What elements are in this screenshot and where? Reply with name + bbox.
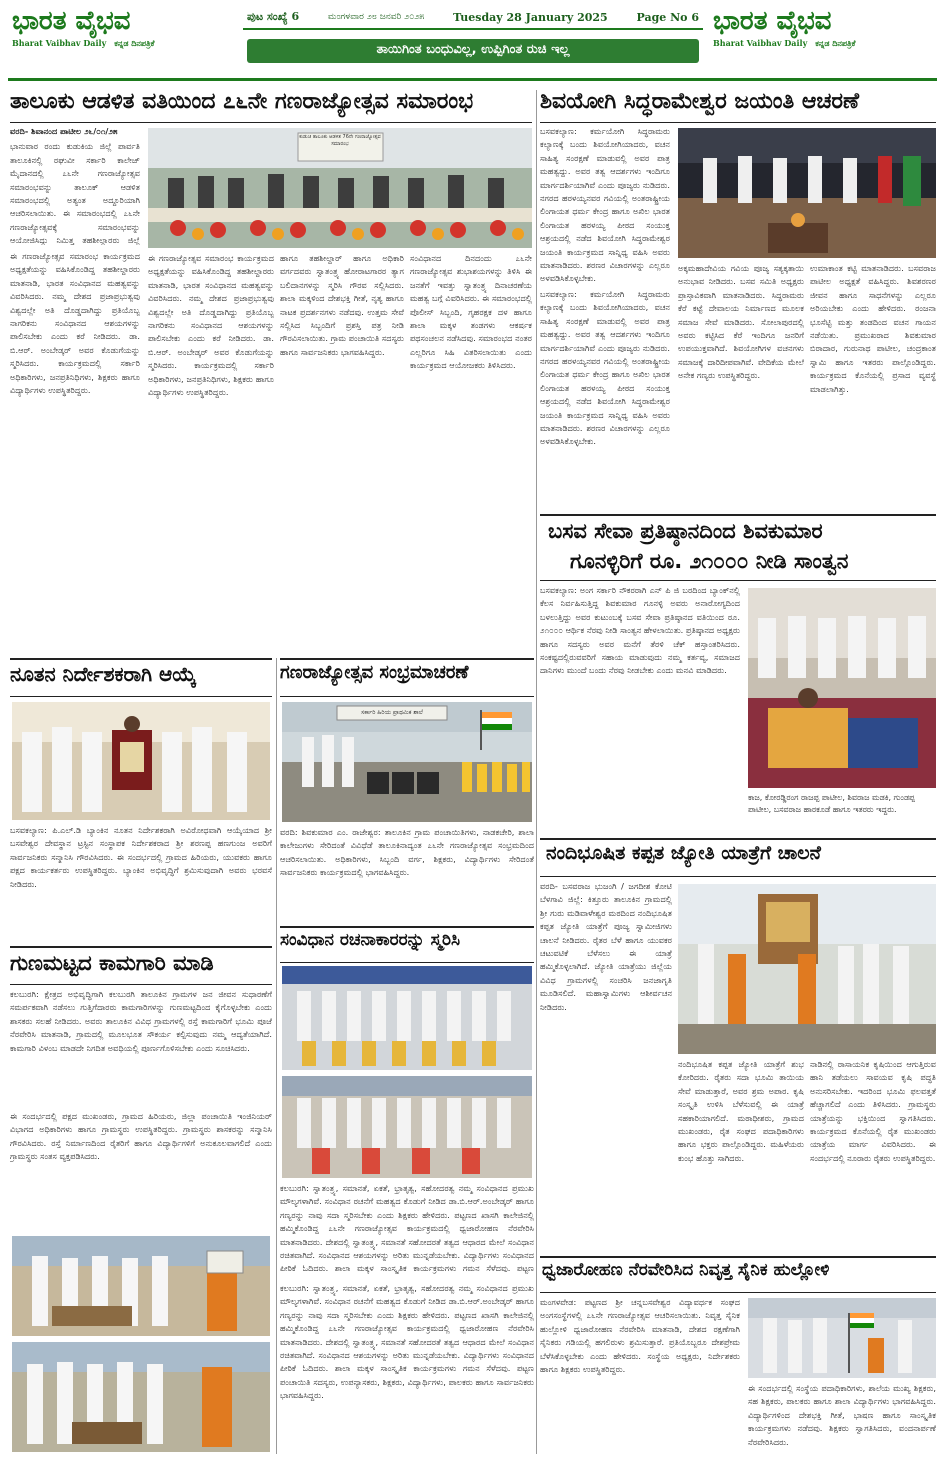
divider	[10, 696, 272, 697]
article-text: ಬಸವಕಲ್ಯಾಣ: ಕರ್ಮಯೋಗಿ ಸಿದ್ಧರಾಮರು ಕಲ್ಯಾಣಕ್ಕೆ ಬಂದು ಶಿವಯೋಗಿಯಾದರು, ವಚನ ಸಾಹಿತ್ಯ ಸಂರಕ್ಷಣೆ ಮಾಡುವಲ್ಲಿ ಅವರ ಪಾತ್ರ ಮಹತ್ವದ್ದು. ಅವರ ತತ್ವ ಆದರ್ಶಗಳು ಇಂದಿಗೂ ಮಾರ್ಗದರ್ಶಿಯಾಗಿವೆ ಎಂದು ಪೂಜ್ಯರು ನುಡಿದರು. ನಗರದ ಹರಳಯ್ಯನವರ ಗವಿಯಲ್ಲಿ ಅಂತರಾಷ್ಟ್ರೀಯ ಲಿಂಗಾಯತ ಧರ್ಮ ಕೇಂದ್ರ ಹಾಗೂ ಅಖಿಲ ಭಾರತ ಲಿಂಗಾಯತ ಹರಳಯ್ಯ ಪೀಠದ ಸಂಯುಕ್ತ ಆಶ್ರಯದಲ್ಲಿ ನಡೆದ ಶಿವಯೋಗಿ ಸಿದ್ಧರಾಮೇಶ್ವರ ಜಯಂತಿ ಕಾರ್ಯಕ್ರಮದ ಸಾನ್ನಿಧ್ಯ ವಹಿಸಿ ಅವರು ಮಾತನಾಡಿದರು. ಶರಣರ ವಿಚಾರಗಳನ್ನು ಎಲ್ಲರೂ ಅಳವಡಿಸಿಕೊಳ್ಳಬೇಕು.	[540, 289, 670, 447]
article-body	[280, 1182, 534, 1278]
masthead-right	[713, 6, 938, 68]
article-text: ನಂದಿಭೂಷಿತ ಕಪ್ಪತ ಜ್ಯೋತಿ ಯಾತ್ರೆಗೆ ಶುಭ ಕೋರಿದರು. ರೈತರು ಸದಾ ಭೂಮಿ ತಾಯಿಯ ಸೇವೆ ಮಾಡುತ್ತಾರೆ, ಅವರ ಶ್ರಮ ಅಪಾರ. ಕೃಷಿ ಸಂಸ್ಕೃತಿ ಉಳಿಸಿ ಬೆಳೆಸುವಲ್ಲಿ ಈ ಯಾತ್ರೆ ಸಹಕಾರಿಯಾಗಲಿದೆ. ಮಠಾಧೀಶರು, ಗ್ರಾಮದ ಮುಖಂಡರು, ರೈತ ಸಂಘದ ಪದಾಧಿಕಾರಿಗಳು ಹಾಗೂ ಭಕ್ತರು ಪಾಲ್ಗೊಂಡಿದ್ದರು. ಮಹಿಳೆಯರು ಕುಂಭ ಹೊತ್ತು ಸಾಗಿದರು.	[678, 1059, 804, 1163]
divider	[10, 984, 272, 985]
article-body-col2	[148, 252, 274, 528]
article-text: ಕಲಬುರಗಿ: ಸ್ವಾತಂತ್ರ್ಯ, ಸಮಾನತೆ, ಏಕತೆ, ಭ್ರಾತೃತ್ವ, ಸಹೋದರತ್ವ ನಮ್ಮ ಸಂವಿಧಾನದ ಪ್ರಮುಖ ಮೌಲ್ಯಗಳಾಗಿವೆ. ಸಂವಿಧಾನ ರಚನೆಗೆ ಮಹತ್ವದ ಕೊಡುಗೆ ನೀಡಿದ ಡಾ.ಬಿ.ಆರ್.ಅಂಬೇಡ್ಕರ್ ಹಾಗೂ ಗಣ್ಯರನ್ನು ನಾವು ಸದಾ ಸ್ಮರಿಸಬೇಕು ಎಂದು ಶಿಕ್ಷಕರು ಹೇಳಿದರು. ಪಟ್ಟಣದ ಖಾಸಗಿ ಕಾಲೇಜಿನಲ್ಲಿ ಹಮ್ಮಿಕೊಂಡಿದ್ದ ೭೬ನೇ ಗಣರಾಜ್ಯೋತ್ಸವ ಕಾರ್ಯಕ್ರಮದಲ್ಲಿ ಧ್ವಜಾರೋಹಣ ನೆರವೇರಿಸಿ ಮಾತನಾಡಿದರು. ದೇಶದಲ್ಲಿ ಸ್ವಾತಂತ್ರ್ಯ, ಸಮಾನತೆ ಸಹೋದರತೆ ತತ್ವದ ಆಧಾರದ ಮೇಲೆ ಸಂವಿಧಾನ ರಚಿತವಾಗಿದೆ. ಸಂವಿಧಾನದ ಆಶಯಗಳನ್ನು ಅರಿತು ಮುನ್ನಡೆಯಬೇಕು. ವಿದ್ಯಾರ್ಥಿಗಳು ಸಂವಿಧಾನದ ಪೀಠಿಕೆ ಓದಿದರು. ಶಾಲಾ ಮಕ್ಕಳ ಸಾಂಸ್ಕೃತಿಕ ಕಾರ್ಯಕ್ರಮಗಳು ಗಮನ ಸೆಳೆದವು. ಪಟ್ಟಣ	[280, 1183, 534, 1274]
photo-constitution-group-1	[282, 966, 532, 1070]
article-body	[10, 988, 272, 1108]
divider	[10, 946, 272, 948]
headline-siddharameshwara-jayanti: ಶಿವಯೋಗಿ ಸಿದ್ಧರಾಮೇಶ್ವರ ಜಯಂತಿ ಆಚರಣೆ	[540, 90, 860, 114]
dateline: ವರದಿ- ಶಿವಾನಂದ ಪಾಟೀಲ ೨೬/೦೧/೨೫	[10, 126, 118, 136]
article-text: ಹಾಗೂ ತಹಶೀಲ್ದಾರ್ ಹಾಗೂ ಅಧಿಕಾರಿ ವರ್ಗದವರು ಸ್ವಾತಂತ್ರ್ಯ ಹೋರಾಟಗಾರರ ತ್ಯಾಗ ಬಲಿದಾನಗಳನ್ನು ಸ್ಮರಿಸಿ ಗೌರವ ಸಲ್ಲಿಸಿದರು. ಶಾಲಾ ಮಕ್ಕಳಿಂದ ದೇಶಭಕ್ತಿ ಗೀತೆ, ನೃತ್ಯ ಹಾಗೂ ನಾಟಕ ಪ್ರದರ್ಶನಗಳು ನಡೆದವು. ಉತ್ತಮ ಸೇವೆ ಸಲ್ಲಿಸಿದ ಸಿಬ್ಬಂದಿಗೆ ಪ್ರಶಸ್ತಿ ಪತ್ರ ನೀಡಿ ಗೌರವಿಸಲಾಯಿತು. ಗ್ರಾಮ ಪಂಚಾಯಿತಿ ಸದಸ್ಯರು ಹಾಗೂ ಸಾರ್ವಜನಿಕರು ಭಾಗವಹಿಸಿದ್ದರು.	[280, 253, 404, 357]
masthead-title-left: ಭಾರತ ವೈಭವ	[12, 6, 131, 36]
article-body	[10, 824, 272, 944]
headline-kappata-jyoti-yatre: ನಂದಿಭೂಷಿತ ಕಪ್ಪತ ಜ್ಯೋತಿ ಯಾತ್ರೆಗೆ ಚಾಲನೆ	[546, 844, 821, 864]
headline-republic-day-celebration: ಗಣರಾಜ್ಯೋತ್ಸವ ಸಂಭ್ರಮಾಚರಣೆ	[280, 664, 469, 683]
column-rule	[536, 90, 537, 1454]
article-text: ಕಲಬುರಗಿ: ಸ್ವಾತಂತ್ರ್ಯ, ಸಮಾನತೆ, ಏಕತೆ, ಭ್ರಾತೃತ್ವ, ಸಹೋದರತ್ವ ನಮ್ಮ ಸಂವಿಧಾನದ ಪ್ರಮುಖ ಮೌಲ್ಯಗಳಾಗಿವೆ. ಸಂವಿಧಾನ ರಚನೆಗೆ ಮಹತ್ವದ ಕೊಡುಗೆ ನೀಡಿದ ಡಾ.ಬಿ.ಆರ್.ಅಂಬೇಡ್ಕರ್ ಹಾಗೂ ಗಣ್ಯರನ್ನು ನಾವು ಸದಾ ಸ್ಮರಿಸಬೇಕು ಎಂದು ಶಿಕ್ಷಕರು ಹೇಳಿದರು. ಪಟ್ಟಣದ ಖಾಸಗಿ ಕಾಲೇಜಿನಲ್ಲಿ ಹಮ್ಮಿಕೊಂಡಿದ್ದ ೭೬ನೇ ಗಣರಾಜ್ಯೋತ್ಸವ ಕಾರ್ಯಕ್ರಮದಲ್ಲಿ ಧ್ವಜಾರೋಹಣ ನೆರವೇರಿಸಿ ಮಾತನಾಡಿದರು. ದೇಶದಲ್ಲಿ ಸ್ವಾತಂತ್ರ್ಯ, ಸಮಾನತೆ ಸಹೋದರತೆ ತತ್ವದ ಆಧಾರದ ಮೇಲೆ ಸಂವಿಧಾನ ರಚಿತವಾಗಿದೆ. ಸಂವಿಧಾನದ ಆಶಯಗಳನ್ನು ಅರಿತು ಮುನ್ನಡೆಯಬೇಕು. ವಿದ್ಯಾರ್ಥಿಗಳು ಸಂವಿಧಾನದ ಪೀಠಿಕೆ ಓದಿದರು. ಶಾಲಾ ಮಕ್ಕಳ ಸಾಂಸ್ಕೃತಿಕ ಕಾರ್ಯಕ್ರಮಗಳು ಗಮನ ಸೆಳೆದವು. ಪಟ್ಟಣ ಪಂಚಾಯಿತಿ ಸದಸ್ಯರು, ಉಪನ್ಯಾಸಕರು, ಶಿಕ್ಷಕರು, ವಿದ್ಯಾರ್ಥಿಗಳು, ಪಾಲಕರು ಹಾಗೂ ಸಾರ್ವಜನಿಕರು ಭಾಗವಹಿಸಿದ್ದರು.	[280, 1283, 534, 1401]
divider	[10, 122, 532, 123]
headline-new-director: ನೂತನ ನಿರ್ದೇಶಕರಾಗಿ ಆಯ್ಕೆ	[10, 664, 197, 686]
masthead-left	[12, 6, 232, 68]
divider	[280, 926, 534, 928]
headline-flag-hoisting-retired-soldier: ಧ್ವಜಾರೋಹಣ ನೆರವೇರಿಸಿದ ನಿವೃತ್ತ ಸೈನಿಕ ಹುಲ್ಲೋಳಿ	[542, 1262, 830, 1280]
article-body-col1	[540, 880, 672, 1250]
article-body-col2	[748, 1382, 936, 1456]
divider	[540, 1292, 936, 1293]
page-number-en: Page No 6	[636, 10, 699, 24]
article-text: ಬಸವಕಲ್ಯಾಣ: ಪಿ.ಎಲ್.ಡಿ ಬ್ಯಾಂಕಿನ ನೂತನ ನಿರ್ದೇಶಕರಾಗಿ ಅವಿರೋಧವಾಗಿ ಆಯ್ಕೆಯಾದ ಶ್ರೀ ಬಸವೇಶ್ವರ ದೇವಸ್ಥಾನ ಟ್ರಸ್ಟಿನ ಸಂಸ್ಥಾಪಕ ನಿರ್ದೇಶಕರಾದ ಶ್ರೀ ಶರಣಪ್ಪ ಹಣಗುಂಜ ಅವರಿಗೆ ಸಾರ್ವಜನಿಕರು ಸನ್ಮಾನಿಸಿ ಗೌರವಿಸಿದರು. ಈ ಸಂದರ್ಭದಲ್ಲಿ ಗ್ರಾಮದ ಹಿರಿಯರು, ಯುವಕರು ಹಾಗೂ ಪಕ್ಷದ ಕಾರ್ಯಕರ್ತರು ಉಪಸ್ಥಿತರಿದ್ದರು. ಬ್ಯಾಂಕಿನ ಅಭಿವೃದ್ಧಿಗೆ ಶ್ರಮಿಸುವುದಾಗಿ ಅವರು ಭರವಸೆ ನೀಡಿದರು.	[10, 825, 272, 889]
divider	[540, 580, 936, 581]
article-body-col3	[810, 262, 936, 510]
divider	[280, 962, 534, 963]
masthead-subtitle-en-right: Bharat Vaibhav Daily	[713, 38, 808, 48]
divider	[280, 658, 534, 660]
masthead	[0, 0, 945, 88]
stage-banner-text: ಕುಡುಚಿ ತಾಲೂಕು ಆಡಳಿತ 76ನೇ ಗಣರಾಜ್ಯೋತ್ಸವ ಸಮಾರಂಭ	[299, 134, 381, 147]
article-body-col3	[810, 1058, 936, 1254]
article-text: ಈ ಗಣರಾಜ್ಯೋತ್ಸವ ಸಮಾರಂಭ ಕಾರ್ಯಕ್ರಮದ ಅಧ್ಯಕ್ಷತೆಯನ್ನು ವಹಿಸಿಕೊಂಡಿದ್ದ ತಹಶೀಲ್ದಾರರು ಮಾತನಾಡಿ, ಭಾರತ ಸಂವಿಧಾನದ ಮಹತ್ವವನ್ನು ವಿವರಿಸಿದರು. ನಮ್ಮ ದೇಶದ ಪ್ರಜಾಪ್ರಭುತ್ವವು ವಿಶ್ವದಲ್ಲೇ ಅತಿ ದೊಡ್ಡದಾಗಿದ್ದು ಪ್ರತಿಯೊಬ್ಬ ನಾಗರಿಕನು ಸಂವಿಧಾನದ ಆಶಯಗಳನ್ನು ಪಾಲಿಸಬೇಕು ಎಂದು ಕರೆ ನೀಡಿದರು. ಡಾ. ಬಿ.ಆರ್. ಅಂಬೇಡ್ಕರ್ ಅವರ ಕೊಡುಗೆಯನ್ನು ಸ್ಮರಿಸಿದರು. ಕಾರ್ಯಕ್ರಮದಲ್ಲಿ ಸರ್ಕಾರಿ ಅಧಿಕಾರಿಗಳು, ಜನಪ್ರತಿನಿಧಿಗಳು, ಶಿಕ್ಷಕರು ಹಾಗೂ ವಿದ್ಯಾರ್ಥಿಗಳು ಉಪಸ್ಥಿತರಿದ್ದರು.	[10, 251, 140, 396]
photo-groundbreaking-1	[12, 1236, 270, 1336]
photo-groundbreaking-2	[12, 1342, 270, 1452]
article-text: ಅಕ್ಕಮಹಾದೇವಿಯ ಗವಿಯ ಪೂಜ್ಯ ಸತ್ಯಕ್ಕತಾಯಿ ಅನುಭಾವ ನೀಡಿದರು. ಬಸವ ಸಮಿತಿ ಅಧ್ಯಕ್ಷರು ಪ್ರಾಸ್ತಾವಿಕವಾಗಿ ಮಾತನಾಡಿದರು. ಸಿದ್ಧರಾಮರು ಕೆರೆ ಕಟ್ಟೆ ದೇವಾಲಯ ನಿರ್ಮಾಣದ ಮೂಲಕ ಸಮಾಜ ಸೇವೆ ಮಾಡಿದರು. ಸೋಲಾಪುರದಲ್ಲಿ ಅವರು ಕಟ್ಟಿಸಿದ ಕೆರೆ ಇಂದಿಗೂ ಜನರಿಗೆ ಉಪಯುಕ್ತವಾಗಿದೆ. ಶಿವಯೋಗಿಗಳ ವಚನಗಳು ಸಮಾಜಕ್ಕೆ ದಾರಿದೀಪವಾಗಿವೆ. ವೇದಿಕೆಯ ಮೇಲೆ ಅನೇಕ ಗಣ್ಯರು ಉಪಸ್ಥಿತರಿದ್ದರು.	[678, 263, 804, 381]
divider	[540, 122, 936, 123]
photo-republic-day-stage	[148, 128, 532, 248]
article-text: ಸಂವಿಧಾನದ ದಿನದಂದು ೭೬ನೇ ಗಣರಾಜ್ಯೋತ್ಸವ ಶುಭಾಶಯಗಳನ್ನು ತಿಳಿಸಿ ಈ ಜನತೆಗೆ ಇವತ್ತು ಸ್ವಾತಂತ್ರ್ಯ ದಿನಾಚರಣೆಯ ಮಹತ್ವ ಬಗ್ಗೆ ವಿವರಿಸಿದರು. ಈ ಸಮಾರಂಭದಲ್ಲಿ ಪೊಲೀಸ್ ಸಿಬ್ಬಂದಿ, ಗೃಹರಕ್ಷಕ ದಳ ಹಾಗೂ ಶಾಲಾ ಮಕ್ಕಳ ತಂಡಗಳು ಆಕರ್ಷಕ ಪಥಸಂಚಲನ ನಡೆಸಿದವು. ಸಮಾರಂಭದ ನಂತರ ಎಲ್ಲರಿಗೂ ಸಿಹಿ ವಿತರಿಸಲಾಯಿತು ಎಂದು ಕಾರ್ಯಕ್ರಮದ ಆಯೋಜಕರು ತಿಳಿಸಿದರು.	[410, 253, 532, 371]
masthead-subtitle-kn-right: ಕನ್ನಡ ದಿನಪತ್ರಿಕೆ	[815, 38, 856, 48]
masthead-title-right: ಭಾರತ ವೈಭವ	[713, 6, 832, 36]
photo-basava-seva	[748, 588, 936, 788]
article-text: ಈ ಗಣರಾಜ್ಯೋತ್ಸವ ಸಮಾರಂಭ ಕಾರ್ಯಕ್ರಮದ ಅಧ್ಯಕ್ಷತೆಯನ್ನು ವಹಿಸಿಕೊಂಡಿದ್ದ ತಹಶೀಲ್ದಾರರು ಮಾತನಾಡಿ, ಭಾರತ ಸಂವಿಧಾನದ ಮಹತ್ವವನ್ನು ವಿವರಿಸಿದರು. ನಮ್ಮ ದೇಶದ ಪ್ರಜಾಪ್ರಭುತ್ವವು ವಿಶ್ವದಲ್ಲೇ ಅತಿ ದೊಡ್ಡದಾಗಿದ್ದು ಪ್ರತಿಯೊಬ್ಬ ನಾಗರಿಕನು ಸಂವಿಧಾನದ ಆಶಯಗಳನ್ನು ಪಾಲಿಸಬೇಕು ಎಂದು ಕರೆ ನೀಡಿದರು. ಡಾ. ಬಿ.ಆರ್. ಅಂಬೇಡ್ಕರ್ ಅವರ ಕೊಡುಗೆಯನ್ನು ಸ್ಮರಿಸಿದರು. ಕಾರ್ಯಕ್ರಮದಲ್ಲಿ ಸರ್ಕಾರಿ ಅಧಿಕಾರಿಗಳು, ಜನಪ್ರತಿನಿಧಿಗಳು, ಶಿಕ್ಷಕರು ಹಾಗೂ ವಿದ್ಯಾರ್ಥಿಗಳು ಉಪಸ್ಥಿತರಿದ್ದರು.	[148, 253, 274, 398]
date-en: Tuesday 28 January 2025	[453, 10, 608, 24]
article-body-cont	[10, 1110, 272, 1230]
article-text: ವರದಿ: ಶಿವಕುಮಾರ ಎಂ. ರಾಜೇಶ್ವರ: ತಾಲೂಕಿನ ಗ್ರಾಮ ಪಂಚಾಯಿತಿಗಳು, ನಾಡಕಚೇರಿ, ಶಾಲಾ ಕಾಲೇಜುಗಳು ಸೇರಿದಂತೆ ವಿವಿಧೆಡೆ ತಾಲೂಕಿನಾದ್ಯಂತ ೭೬ನೇ ಗಣರಾಜ್ಯೋತ್ಸವ ಸಂಭ್ರಮದಿಂದ ಆಚರಿಸಲಾಯಿತು. ಅಧಿಕಾರಿಗಳು, ಸಿಬ್ಬಂದಿ ವರ್ಗ, ಶಿಕ್ಷಕರು, ವಿದ್ಯಾರ್ಥಿಗಳು ಸೇರಿದಂತೆ ಸಾರ್ವಜನಿಕರು ಕಾರ್ಯಕ್ರಮದಲ್ಲಿ ಭಾಗವಹಿಸಿದ್ದರು.	[280, 827, 534, 878]
masthead-subtitle-en-left: Bharat Vaibhav Daily	[12, 38, 107, 48]
divider	[540, 514, 936, 516]
article-body-col3	[280, 252, 404, 528]
school-sign-text: ಸರ್ಕಾರಿ ಹಿರಿಯ ಪ್ರಾಥಮಿಕ ಶಾಲೆ	[361, 709, 423, 716]
article-text: ಈ ಸಂದರ್ಭದಲ್ಲಿ ಸಂಸ್ಥೆಯ ಪದಾಧಿಕಾರಿಗಳು, ಶಾಲೆಯ ಮುಖ್ಯ ಶಿಕ್ಷಕರು, ಸಹ ಶಿಕ್ಷಕರು, ಪಾಲಕರು ಹಾಗೂ ಶಾಲಾ ವಿದ್ಯಾರ್ಥಿಗಳು ಭಾಗವಹಿಸಿದ್ದರು. ವಿದ್ಯಾರ್ಥಿಗಳಿಂದ ದೇಶಭಕ್ತಿ ಗೀತೆ, ಭಾಷಣ ಹಾಗೂ ಸಾಂಸ್ಕೃತಿಕ ಕಾರ್ಯಕ್ರಮಗಳು ನಡೆದವು. ಶಿಕ್ಷಕರು ಸ್ವಾಗತಿಸಿದರು, ವಂದನಾರ್ಪಣೆ ನೆರವೇರಿಸಿದರು.	[748, 1383, 936, 1447]
flag-icon	[480, 710, 482, 750]
masthead-center	[243, 6, 703, 68]
article-body-col1	[10, 125, 140, 245]
masthead-divider	[8, 78, 937, 81]
article-text: ಬಸವಕಲ್ಯಾಣ: ಕರ್ಮಯೋಗಿ ಸಿದ್ಧರಾಮರು ಕಲ್ಯಾಣಕ್ಕೆ ಬಂದು ಶಿವಯೋಗಿಯಾದರು, ವಚನ ಸಾಹಿತ್ಯ ಸಂರಕ್ಷಣೆ ಮಾಡುವಲ್ಲಿ ಅವರ ಪಾತ್ರ ಮಹತ್ವದ್ದು. ಅವರ ತತ್ವ ಆದರ್ಶಗಳು ಇಂದಿಗೂ ಮಾರ್ಗದರ್ಶಿಯಾಗಿವೆ ಎಂದು ಪೂಜ್ಯರು ನುಡಿದರು. ನಗರದ ಹರಳಯ್ಯನವರ ಗವಿಯಲ್ಲಿ ಅಂತರಾಷ್ಟ್ರೀಯ ಲಿಂಗಾಯತ ಧರ್ಮ ಕೇಂದ್ರ ಹಾಗೂ ಅಖಿಲ ಭಾರತ ಲಿಂಗಾಯತ ಹರಳಯ್ಯ ಪೀಠದ ಸಂಯುಕ್ತ ಆಶ್ರಯದಲ್ಲಿ ನಡೆದ ಶಿವಯೋಗಿ ಸಿದ್ಧರಾಮೇಶ್ವರ ಜಯಂತಿ ಕಾರ್ಯಕ್ರಮದ ಸಾನ್ನಿಧ್ಯ ವಹಿಸಿ ಅವರು ಮಾತನಾಡಿದರು. ಶರಣರ ವಿಚಾರಗಳನ್ನು ಎಲ್ಲರೂ ಅಳವಡಿಸಿಕೊಳ್ಳಬೇಕು.	[540, 126, 670, 284]
article-text: ನಾಡಿನಲ್ಲಿ ರಾಸಾಯನಿಕ ಕೃಷಿಯಿಂದ ಆಗುತ್ತಿರುವ ಹಾನಿ ತಡೆಯಲು ಸಾವಯವ ಕೃಷಿ ಪದ್ಧತಿ ಅನುಸರಿಸಬೇಕು. ಇದರಿಂದ ಭೂಮಿ ಫಲವತ್ತತೆ ಹೆಚ್ಚಾಗಲಿದೆ ಎಂದು ತಿಳಿಸಿದರು. ಗ್ರಾಮಸ್ಥರು ಯಾತ್ರೆಯನ್ನು ಭಕ್ತಿಯಿಂದ ಸ್ವಾಗತಿಸಿದರು. ಕಾರ್ಯಕ್ರಮದ ಕೊನೆಯಲ್ಲಿ ರೈತ ಮುಖಂಡರು ಯಾತ್ರೆಯ ಮಾರ್ಗ ವಿವರಿಸಿದರು. ಈ ಸಂದರ್ಭದಲ್ಲಿ ನೂರಾರು ರೈತರು ಉಪಸ್ಥಿತರಿದ್ದರು.	[810, 1059, 936, 1163]
article-text: ಉಮಾಕಾಂತ ಕಟ್ಟಿ ಮಾತನಾಡಿದರು. ಬಸವರಾಜ ಪಾಟೀಲ ಅಧ್ಯಕ್ಷತೆ ವಹಿಸಿದ್ದರು. ಶಿವಶರಣರ ಜೀವನ ಹಾಗೂ ಸಾಧನೆಗಳನ್ನು ಎಲ್ಲರೂ ಅರಿಯಬೇಕು ಎಂದು ಹೇಳಿದರು. ರಂಜನಾ ಭೂಸೆಟ್ಟಿ ಮತ್ತು ತಂಡದಿಂದ ವಚನ ಗಾಯನ ನಡೆಯಿತು. ಪ್ರಮುಖರಾದ ಶಿವಕುಮಾರ ಬಿರಾದಾರ, ಗುರುನಾಥ ಪಾಟೀಲ, ಚಂದ್ರಕಾಂತ ಸ್ವಾಮಿ ಹಾಗೂ ಇತರರು ಪಾಲ್ಗೊಂಡಿದ್ದರು. ಕಾರ್ಯಕ್ರಮದ ಕೊನೆಯಲ್ಲಿ ಪ್ರಸಾದ ವ್ಯವಸ್ಥೆ ಮಾಡಲಾಗಿತ್ತು.	[810, 263, 936, 394]
masthead-subtitle-kn-left: ಕನ್ನಡ ದಿನಪತ್ರಿಕೆ	[114, 38, 155, 48]
headline-basava-seva-line2: ಗೂನಳ್ಳಿರಿಗೆ ರೂ. ೨೧೦೦೦ ನೀಡಿ ಸಾಂತ್ವನ	[570, 550, 849, 573]
article-body-wide	[280, 1282, 534, 1454]
headline-basava-seva-line1: ಬಸವ ಸೇವಾ ಪ್ರತಿಷ್ಠಾನದಿಂದ ಶಿವಕುಮಾರ	[548, 520, 823, 543]
photo-jyoti-yatre	[678, 884, 936, 1054]
headline-remember-constitution-makers: ಸಂವಿಧಾನ ರಚನಾಕಾರರನ್ನು ಸ್ಮರಿಸಿ	[280, 932, 460, 950]
article-body-col1b	[540, 288, 670, 510]
article-body-col1	[540, 125, 670, 285]
article-text: ಮಂಗಳವೇಡ: ಪಟ್ಟಣದ ಶ್ರೀ ಚನ್ನಬಸವೇಶ್ವರ ವಿದ್ಯಾವರ್ಧಕ ಸಂಘದ ಅಂಗಸಂಸ್ಥೆಗಳಲ್ಲಿ ೭೬ನೇ ಗಣರಾಜ್ಯೋತ್ಸವ ಆಚರಿಸಲಾಯಿತು. ನಿವೃತ್ತ ಸೈನಿಕ ಹುಲ್ಲೋಳಿ ಧ್ವಜಾರೋಹಣ ನೆರವೇರಿಸಿ ಮಾತನಾಡಿ, ದೇಶದ ರಕ್ಷಣೆಗಾಗಿ ಸೈನಿಕರು ಗಡಿಯಲ್ಲಿ ಹಗಲಿರುಳು ಶ್ರಮಿಸುತ್ತಾರೆ. ಪ್ರತಿಯೊಬ್ಬರೂ ದೇಶಪ್ರೇಮ ಬೆಳೆಸಿಕೊಳ್ಳಬೇಕು ಎಂದು ಹೇಳಿದರು. ಸಂಸ್ಥೆಯ ಅಧ್ಯಕ್ಷರು, ನಿರ್ದೇಶಕರು ಹಾಗೂ ಶಿಕ್ಷಕರು ಉಪಸ್ಥಿತರಿದ್ದರು.	[540, 1297, 740, 1375]
photo-caption: ಕಾಜ, ಕೋರಡ್ಡಿರಂಗ ರಾಜಪ್ಪ ಪಾಟೀಲ, ಶಿವರಾಜ ಮಡಕಿ, ಗುಂಡಪ್ಪ ಪಾಟೀಲ, ಬಸವರಾಜ ಹಾರಕೂಡೆ ಹಾಗೂ ಇತರರು ಇದ್ದರು.	[748, 793, 915, 814]
divider	[540, 876, 936, 877]
article-text: ಬಸವಕಲ್ಯಾಣ: ಅಂಗ ಸರ್ಕಾರಿ ನೌಕರರಾಗಿ ಎನ್ ಪಿ ಜಿ ಬರದಿಂದ ಬ್ಯಾಂಕ್‌ನಲ್ಲಿ ಕೆಲಸ ನಿರ್ವಹಿಸುತ್ತಿದ್ದ ಶಿವಕುಮಾರ ಗೂನಳ್ಳಿ ಅವರು ಅನಾರೋಗ್ಯದಿಂದ ಬಳಲುತ್ತಿದ್ದು ಅವರ ಕುಟುಂಬಕ್ಕೆ ಬಸವ ಸೇವಾ ಪ್ರತಿಷ್ಠಾನದ ವತಿಯಿಂದ ರೂ. ೨೧೦೦೦ ಆರ್ಥಿಕ ನೆರವು ನೀಡಿ ಸಾಂತ್ವನ ಹೇಳಲಾಯಿತು. ಪ್ರತಿಷ್ಠಾನದ ಅಧ್ಯಕ್ಷರು ಹಾಗೂ ಸದಸ್ಯರು ಅವರ ಮನೆಗೆ ತೆರಳಿ ಚೆಕ್ ಹಸ್ತಾಂತರಿಸಿದರು. ಸಂಕಷ್ಟದಲ್ಲಿರುವವರಿಗೆ ಸಹಾಯ ಮಾಡುವುದು ನಮ್ಮ ಕರ್ತವ್ಯ, ಸಮಾಜದ ದಾನಿಗಳು ಮುಂದೆ ಬಂದು ನೆರವು ನೀಡಬೇಕು ಎಂದು ಮನವಿ ಮಾಡಿದರು.	[540, 585, 740, 676]
article-text: ಭಾನುವಾರ ರಂದು ಕುಡುಕಿಯ ಜಿಲ್ಲೆ ಪಾರ್ವತಿ ತಾಲೂಕಿನಲ್ಲಿ ರಘುವೀ ಸರ್ಕಾರಿ ಕಾಲೇಜ್ ಮೈದಾನದಲ್ಲಿ ೭೬ನೇ ಗಣರಾಜ್ಯೋತ್ಸವ ಸಮಾರಂಭವನ್ನು ತಾಲೂಕ್ ಆಡಳಿತ ಸಮಾರಂಭದಲ್ಲಿ ಅತ್ಯಂತ ಅದ್ದೂರಿಯಾಗಿ ಆಚರಿಸಲಾಯಿತು. ಈ ಸಮಾರಂಭದಲ್ಲಿ ೭೬ನೇ ಗಣರಾಜ್ಯೋತ್ಸವಕ್ಕೆ ಸಮಾರಂಭವನ್ನು ಆಯೋಜಿಸಿದ್ದು ನಿಮಿತ್ತ ತಹಶೀಲ್ದಾರರು ಜಿಲ್ಲೆ	[10, 141, 140, 245]
article-body-col4	[410, 252, 532, 528]
article-text: ಕಲಬುರಗಿ: ಕ್ಷೇತ್ರದ ಅಭಿವೃದ್ಧಿಗಾಗಿ ಕಲಬುರಗಿ ತಾಲೂಕಿನ ಗ್ರಾಮಗಳ ಜನ ಜೀವನ ಸುಧಾರಣೆಗೆ ಸಮರ್ಪಕವಾಗಿ ನಡೆಸಲು ಗುತ್ತಿಗೆದಾರರು ಕಾಮಗಾರಿಗಳನ್ನು ಗುಣಮಟ್ಟದಿಂದ ಕೈಗೊಳ್ಳಬೇಕು ಎಂದು ಶಾಸಕರು ಸಲಹೆ ನೀಡಿದರು. ಅವರು ತಾಲೂಕಿನ ವಿವಿಧ ಗ್ರಾಮಗಳಲ್ಲಿ ರಸ್ತೆ ಕಾಮಗಾರಿಗೆ ಭೂಮಿ ಪೂಜೆ ನೆರವೇರಿಸಿ ಮಾತನಾಡಿ, ಗ್ರಾಮದಲ್ಲಿ ಮೂಲಭೂತ ಸೌಕರ್ಯ ಕಲ್ಪಿಸುವುದು ನಮ್ಮ ಆದ್ಯತೆಯಾಗಿದೆ. ಕಾಮಗಾರಿ ವಿಳಂಬ ಮಾಡದೇ ನಿಗದಿತ ಅವಧಿಯಲ್ಲಿ ಪೂರ್ಣಗೊಳಿಸಬೇಕು ಎಂದು ಸೂಚಿಸಿದರು.	[10, 989, 272, 1053]
article-body	[540, 584, 740, 814]
article-text: ವರದಿ- ಬಸವರಾಜ ಭುಜಂಗಿ / ಜಗದೀಶ ಕೋಟಿ ಬೆಳಗಾವಿ ಜಿಲ್ಲೆ: ಕಿತ್ತೂರು ತಾಲೂಕಿನ ಗ್ರಾಮದಲ್ಲಿ ಶ್ರೀ ಗುರು ಮಡಿವಾಳೇಶ್ವರ ಮಠದಿಂದ ನಂದಿಭೂಷಿತ ಕಪ್ಪತ ಜ್ಯೋತಿ ಯಾತ್ರೆಗೆ ಪೂಜ್ಯ ಸ್ವಾಮೀಜಿಗಳು ಚಾಲನೆ ನೀಡಿದರು. ರೈತರ ಬೆಳೆ ಹಾಗೂ ಯುವಕರ ಚಟುವಟಿಕೆ ಬೆಳೆಸಲು ಈ ಯಾತ್ರೆ ಹಮ್ಮಿಕೊಳ್ಳಲಾಗಿದೆ. ಜ್ಯೋತಿ ಯಾತ್ರೆಯು ಜಿಲ್ಲೆಯ ವಿವಿಧ ಗ್ರಾಮಗಳಲ್ಲಿ ಸಂಚರಿಸಿ ಜನಜಾಗೃತಿ ಮೂಡಿಸಲಿದೆ. ಮಹಾಸ್ವಾಮಿಗಳು ಆಶೀರ್ವಚನ ನೀಡಿದರು.	[540, 881, 672, 1012]
slogan-bar: ತಾಯಿಗಿಂತ ಬಂಧುವಿಲ್ಲ, ಉಪ್ಪಿಗಿಂತ ರುಚಿ ಇಲ್ಲ	[247, 39, 699, 63]
headline-quality-work: ಗುಣಮಟ್ಟದ ಕಾಮಗಾರಿ ಮಾಡಿ	[10, 952, 214, 975]
photo-new-director	[12, 702, 270, 820]
article-body	[280, 826, 534, 926]
photo-flag-hoisting	[748, 1298, 936, 1378]
photo-jayanti-stage	[678, 128, 936, 258]
article-text: ಈ ಸಂದರ್ಭದಲ್ಲಿ ಪಕ್ಷದ ಮುಖಂಡರು, ಗ್ರಾಮದ ಹಿರಿಯರು, ಜಿಲ್ಲಾ ಪಂಚಾಯಿತಿ ಇಂಜಿನಿಯರ್ ವಿಭಾಗದ ಅಧಿಕಾರಿಗಳು ಹಾಗೂ ಗ್ರಾಮಸ್ಥರು ಉಪಸ್ಥಿತರಿದ್ದರು. ಗ್ರಾಮಸ್ಥರು ಶಾಸಕರನ್ನು ಸನ್ಮಾನಿಸಿ ಗೌರವಿಸಿದರು. ರಸ್ತೆ ನಿರ್ಮಾಣದಿಂದ ರೈತರಿಗೆ ಹಾಗೂ ವಿದ್ಯಾರ್ಥಿಗಳಿಗೆ ಅನುಕೂಲವಾಗಲಿದೆ ಎಂದು ಗ್ರಾಮಸ್ಥರು ಸಂತಸ ವ್ಯಕ್ತಪಡಿಸಿದರು.	[10, 1111, 272, 1162]
page-number-kn: ಪುಟ ಸಂಖ್ಯೆ 6	[247, 10, 300, 23]
column-rule	[276, 658, 277, 1454]
photo-school-republic-day	[282, 702, 532, 822]
divider	[10, 658, 272, 660]
date-kn: ಮಂಗಳವಾರ ೨೮ ಜನವರಿ ೨೦೨೫	[327, 12, 425, 22]
article-body-col1b	[10, 250, 140, 528]
divider	[540, 1256, 936, 1258]
photo-constitution-group-2	[282, 1076, 532, 1178]
divider	[540, 838, 936, 840]
divider	[280, 696, 534, 697]
headline-taluk-republic-day: ತಾಲೂಕು ಆಡಳಿತ ವತಿಯಿಂದ ೭೬ನೇ ಗಣರಾಜ್ಯೋತ್ಸವ ಸಮಾರಂಭ	[10, 90, 474, 114]
article-body-col1	[540, 1296, 740, 1456]
article-body-col2	[678, 1058, 804, 1254]
article-body-col2	[678, 262, 804, 510]
